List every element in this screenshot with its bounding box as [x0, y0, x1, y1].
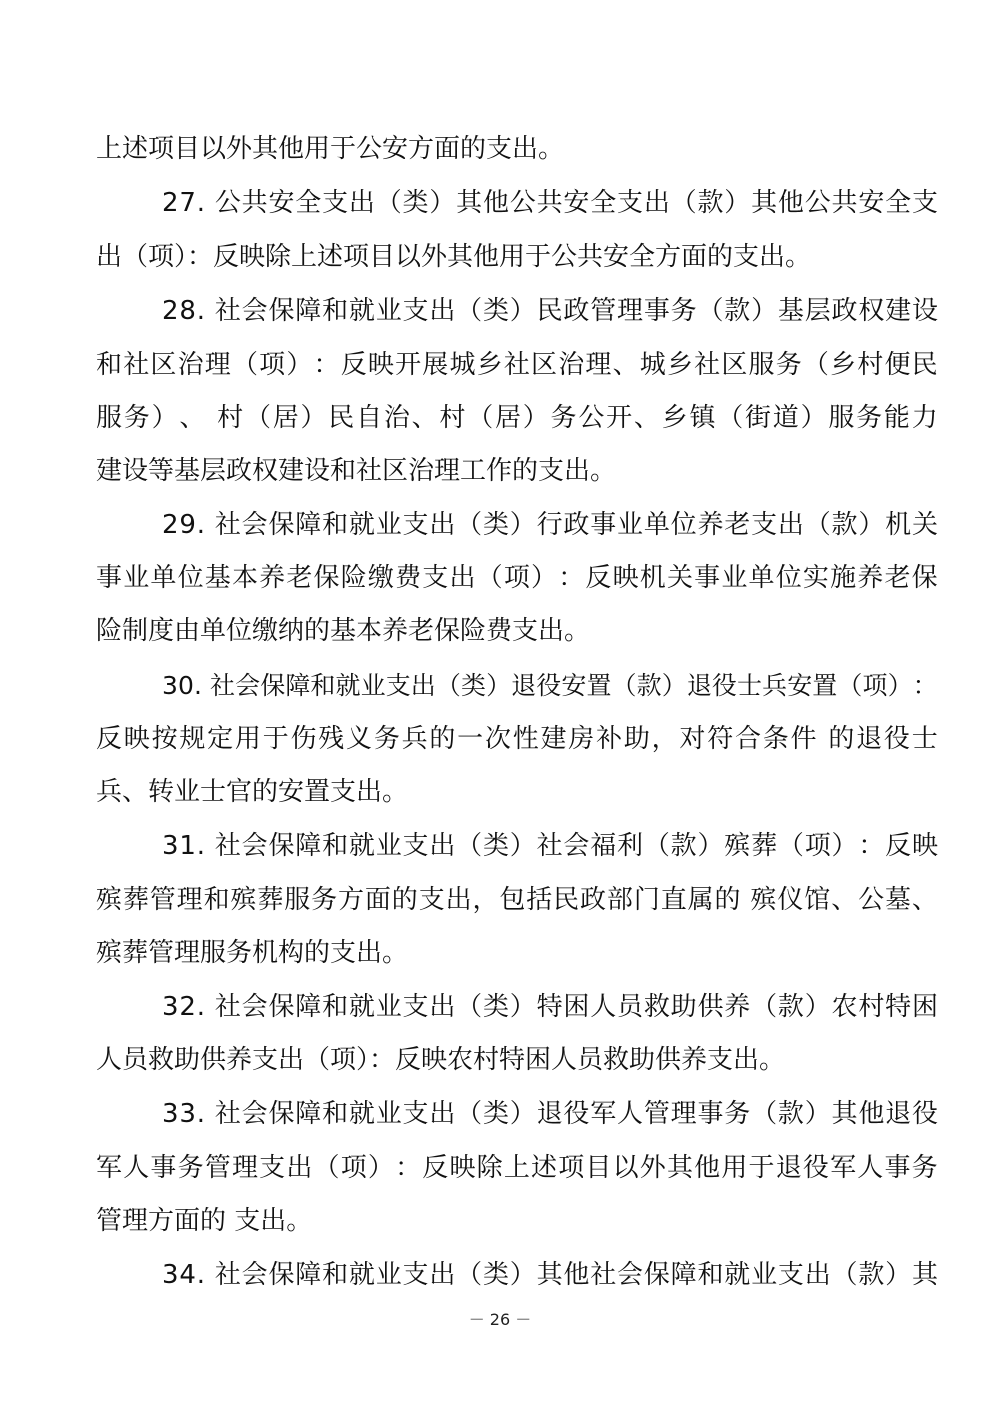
text-line: 兵、转业士官的安置支出。: [96, 777, 409, 807]
text-line: 事 业 单 位 基 本 养 老 保 险 缴 费 支 出 （ 项 ） ： 反 映 机 关 事 业 单 位 实 施 养 老 保: [96, 563, 938, 593]
text-line: 殡葬管理服务机构的支出。: [96, 938, 409, 968]
text-line: 人员救助供养支出（项）：反映农村特困人员救助供养支出。: [96, 1045, 786, 1075]
text-line: 上述项目以外其他用于公安方面的支出。: [96, 134, 565, 164]
text-line: 2 9 . 社 会 保 障 和 就 业 支 出 （ 类 ） 行 政 事 业 单 位 养 老 支 出 （ 款 ） 机 关: [162, 510, 938, 540]
text-line: 2 8 . 社 会 保 障 和 就 业 支 出 （ 类 ） 民 政 管 理 事 务 （ 款 ） 基 层 政 权 建 设: [162, 296, 938, 326]
text-line: 殡 葬 管 理 和 殡 葬 服 务 方 面 的 支 出 ， 包 括 民 政 部 门 直 属 的 殡 仪 馆 、 公 墓 、: [96, 885, 938, 915]
text-line: 服 务 ） 、 村 （ 居 ） 民 自 治 、 村 （ 居 ） 务 公 开 、 乡 镇 （ 街 道 ） 服 务 能 力: [96, 403, 938, 433]
page-number: － 26 －: [468, 1310, 532, 1329]
text-line: 3 4 . 社 会 保 障 和 就 业 支 出 （ 类 ） 其 他 社 会 保 障 和 就 业 支 出 （ 款 ） 其: [162, 1260, 938, 1290]
text-line: 险制度由单位缴纳的基本养老保险费支出。: [96, 616, 591, 646]
text-line: 建设等基层政权建设和社区治理工作的支出。: [96, 456, 617, 486]
text-line: 管理方面的 支出。: [96, 1206, 313, 1236]
text-line: 3 0 . 社 会 保 障 和 就 业 支 出 （ 类 ） 退 役 安 置 （ 款 ） 退 役 士 兵 安 置 （ 项 ） ：: [162, 671, 938, 700]
text-line: 出（项）：反映除上述项目以外其他用于公共安全方面的支出。: [96, 242, 812, 272]
text-line: 3 2 . 社 会 保 障 和 就 业 支 出 （ 类 ） 特 困 人 员 救 助 供 养 （ 款 ） 农 村 特 困: [162, 992, 938, 1022]
text-line: 3 3 . 社 会 保 障 和 就 业 支 出 （ 类 ） 退 役 军 人 管 理 事 务 （ 款 ） 其 他 退 役: [162, 1099, 938, 1129]
text-line: 2 7 . 公 共 安 全 支 出 （ 类 ） 其 他 公 共 安 全 支 出 （ 款 ） 其 他 公 共 安 全 支: [162, 188, 938, 218]
text-line: 反 映 按 规 定 用 于 伤 残 义 务 兵 的 一 次 性 建 房 补 助 ， 对 符 合 条 件 的 退 役 士: [96, 724, 938, 754]
text-line: 3 1 . 社 会 保 障 和 就 业 支 出 （ 类 ） 社 会 福 利 （ 款 ） 殡 葬 （ 项 ） ： 反 映: [162, 831, 938, 861]
text-line: 军 人 事 务 管 理 支 出 （ 项 ） ： 反 映 除 上 述 项 目 以 外 其 他 用 于 退 役 军 人 事 务: [96, 1153, 938, 1183]
text-line: 和 社 区 治 理 （ 项 ） ： 反 映 开 展 城 乡 社 区 治 理 、 城 乡 社 区 服 务 （ 乡 村 便 民: [96, 350, 938, 380]
